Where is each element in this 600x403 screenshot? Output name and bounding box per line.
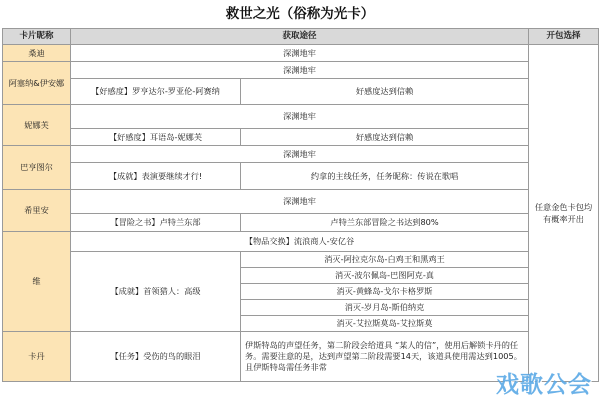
header-choice: 开包选择 — [529, 29, 599, 45]
method-cell: 深渊地牢 — [71, 190, 529, 214]
method-cell: 深渊地牢 — [71, 105, 529, 129]
method-cond: 卢特兰东部冒险之书达到80% — [241, 214, 529, 232]
method-tag: 【冒险之书】卢特兰东部 — [71, 214, 241, 232]
method-desc: 伊斯特岛的声望任务，第二阶段会给道具 “某人的信”，使用后解锁卡丹的任务。需要注意的是，达到声望第二阶段需要14天，该道具使用需达到1005。且伊斯特岛需任务非常 — [241, 332, 529, 382]
table-row — [3, 129, 599, 146]
pack-choice-text: 任意金色卡包均有概率开出 — [534, 202, 593, 224]
table-row — [3, 252, 599, 268]
method-kill: 消灭-波尔佩岛-巴图阿克-真 — [241, 268, 529, 284]
table-row — [3, 62, 599, 79]
method-cell: 深渊地牢 — [71, 45, 529, 62]
method-cell: 深渊地牢 — [71, 146, 529, 163]
table-row — [3, 163, 599, 190]
table-row — [3, 146, 599, 163]
pack-choice-cell — [529, 45, 599, 382]
method-kill: 消灭-艾拉斯莫岛-艾拉斯莫 — [241, 316, 529, 332]
card-name-wei: 维 — [3, 232, 71, 332]
method-tag: 【好感度】耳语岛-妮娜芙 — [71, 129, 241, 146]
card-name-sangdi: 桑迪 — [3, 45, 71, 62]
method-cell: 【物品交换】流浪商人-安亿谷 — [71, 232, 529, 252]
card-name-kadan: 卡丹 — [3, 332, 71, 382]
card-name-aminna: 阿塞纳&伊安娜 — [3, 62, 71, 105]
watermark-logo: 戏歌公会 — [496, 372, 592, 398]
method-kill: 消灭-黄蜂岛-戈尔卡格罗斯 — [241, 284, 529, 300]
table-row — [3, 214, 599, 232]
method-kill: 消灭-岁月岛-斯伯纳克 — [241, 300, 529, 316]
card-table — [2, 28, 599, 382]
method-tag: 【成就】表演要继续才行! — [71, 163, 241, 190]
method-kill: 消灭-阿拉克尔岛-白鸡王和黑鸡王 — [241, 252, 529, 268]
method-cell: 深渊地牢 — [71, 62, 529, 79]
method-cond: 好感度达到信赖 — [241, 79, 529, 105]
page-title: 救世之光（俗称为光卡） — [225, 6, 375, 22]
header-name: 卡片昵称 — [3, 29, 71, 45]
method-tag: 【好感度】罗亨达尔-罗亚伦-阿赛纳 — [71, 79, 241, 105]
card-name-bahe: 巴亨图尔 — [3, 146, 71, 190]
header-method: 获取途径 — [71, 29, 529, 45]
table-row — [3, 190, 599, 214]
card-name-xilian: 希里安 — [3, 190, 71, 232]
method-cond: 好感度达到信赖 — [241, 129, 529, 146]
card-name-nina: 妮娜芙 — [3, 105, 71, 146]
table-row — [3, 45, 599, 62]
method-tag: 【成就】首领猎人：高级 — [71, 252, 241, 332]
method-cond: 约拿的主线任务，任务昵称：传说在歌唱 — [241, 163, 529, 190]
table-row — [3, 232, 599, 252]
header-row — [3, 29, 599, 45]
table-row — [3, 79, 599, 105]
table-row — [3, 105, 599, 129]
method-tag: 【任务】受伤的鸟的眼泪 — [71, 332, 241, 382]
